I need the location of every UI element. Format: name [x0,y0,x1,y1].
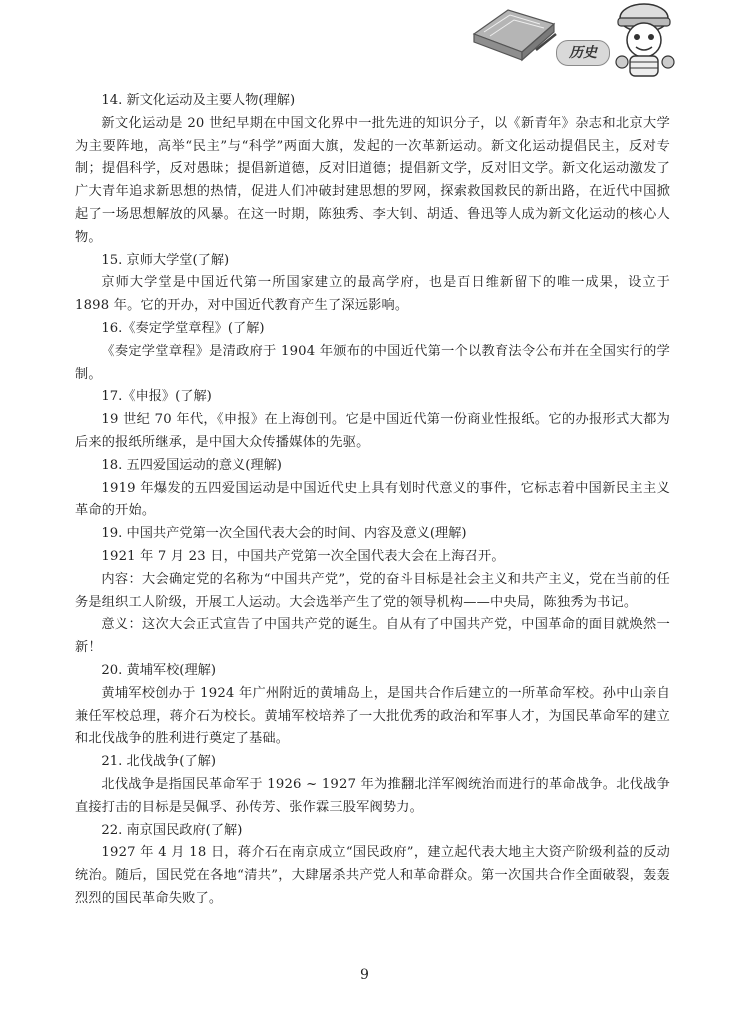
section-paragraph: 北伐战争是指国民革命军于 1926 ~ 1927 年为推翻北洋军阀统治而进行的革命战争。北伐战争直接打击的目标是吴佩孚、孙传芳、张作霖三股军阀势力。 [75,776,670,815]
section-heading: 14. 新文化运动及主要人物(理解) [101,93,296,108]
section-heading: 19. 中国共产党第一次全国代表大会的时间、内容及意义(理解) [101,526,467,542]
section-paragraph: 京师大学堂是中国近代第一所国家建立的最高学府，也是百日维新留下的唯一成果，设立于 1898 年。它的开办，对中国近代教育产生了深远影响。 [75,275,670,314]
section [75,250,670,318]
page-content [75,90,670,911]
section [75,318,670,386]
section-paragraph: 1919 年爆发的五四爱国运动是中国近代史上具有划时代意义的事件，它标志着中国新民主主义革命的开始。 [75,480,670,519]
section-paragraph: 内容：大会确定党的名称为“中国共产党”，党的奋斗目标是社会主义和共产主义，党在当前的任务是组织工人阶级，开展工人运动。大会选举产生了党的领导机构——中央局，陈独秀为书记。 [75,571,670,610]
section-paragraph: 黄埔军校创办于 1924 年广州附近的黄埔岛上，是国共合作后建立的一所革命军校。孙中山亲自兼任军校总理，蒋介石为校长。黄埔军校培养了一大批优秀的政治和军事人才，为国民革命军的建立和北伐战争的胜利进行奠定了基础。 [75,685,670,747]
section [75,660,670,751]
section-heading: 16.《奏定学堂章程》(了解) [101,320,265,336]
section-heading: 21. 北伐战争(了解) [101,754,216,770]
section-heading: 18. 五四爱国运动的意义(理解) [101,457,282,473]
section-paragraph: 19 世纪 70 年代，《申报》在上海创刊。它是中国近代第一份商业性报纸。它的办报形式大都为后来的报纸所继承，是中国大众传播媒体的先驱。 [75,412,670,450]
subject-tab-label: 历史 [556,40,610,66]
section [75,820,670,911]
section-paragraph: 意义：这次大会正式宣告了中国共产党的诞生。自从有了中国共产党，中国革命的面目就焕然一新！ [75,617,670,656]
section-heading: 17.《申报》(了解) [101,389,212,405]
section [75,523,670,660]
section-paragraph: 新文化运动是 20 世纪早期在中国文化界中一批先进的知识分子，以《新青年》杂志和北京大学为主要阵地，高举“民主”与“科学”两面大旗，发起的一次革新运动。新文化运动提倡民主，反对专制；提倡科学，反对愚昧；提倡新道德，反对旧道德；提倡新文学，反对旧文学。新文化运动激发了广大青年追求新思想的热情，促进人们冲破封建思想的罗网，探索救国救民的新出路，在近代中国掀起了一场思想解放的风暴。在这一时期，陈独秀、李大钊、胡适、鲁迅等人成为新文化运动的核心人物。 [75,115,670,245]
section [75,90,670,250]
section [75,386,670,454]
book-icon [470,4,560,64]
section-heading: 20. 黄埔军校(理解) [101,662,216,678]
section-heading: 15. 京师大学堂(了解) [101,252,230,268]
section-paragraph: 《奏定学堂章程》是清政府于 1904 年颁布的中国近代第一个以教育法令公布并在全国实行的学制。 [75,343,670,382]
section-paragraph: 1921 年 7 月 23 日，中国共产党第一次全国代表大会在上海召开。 [101,548,505,564]
page-number: 9 [360,967,369,983]
section-heading: 22. 南京国民政府(了解) [101,822,243,838]
section-paragraph: 1927 年 4 月 18 日，蒋介石在南京成立“国民政府”，建立起代表大地主大资产阶级利益的反动统治。随后，国民党在各地“清共”，大肆屠杀共产党人和革命群众。第一次国共合作全面破裂，轰轰烈烈的国民革命失败了。 [75,845,670,906]
section [75,751,670,819]
page-header [0,0,729,80]
mascot-icon [608,0,680,80]
section [75,455,670,523]
